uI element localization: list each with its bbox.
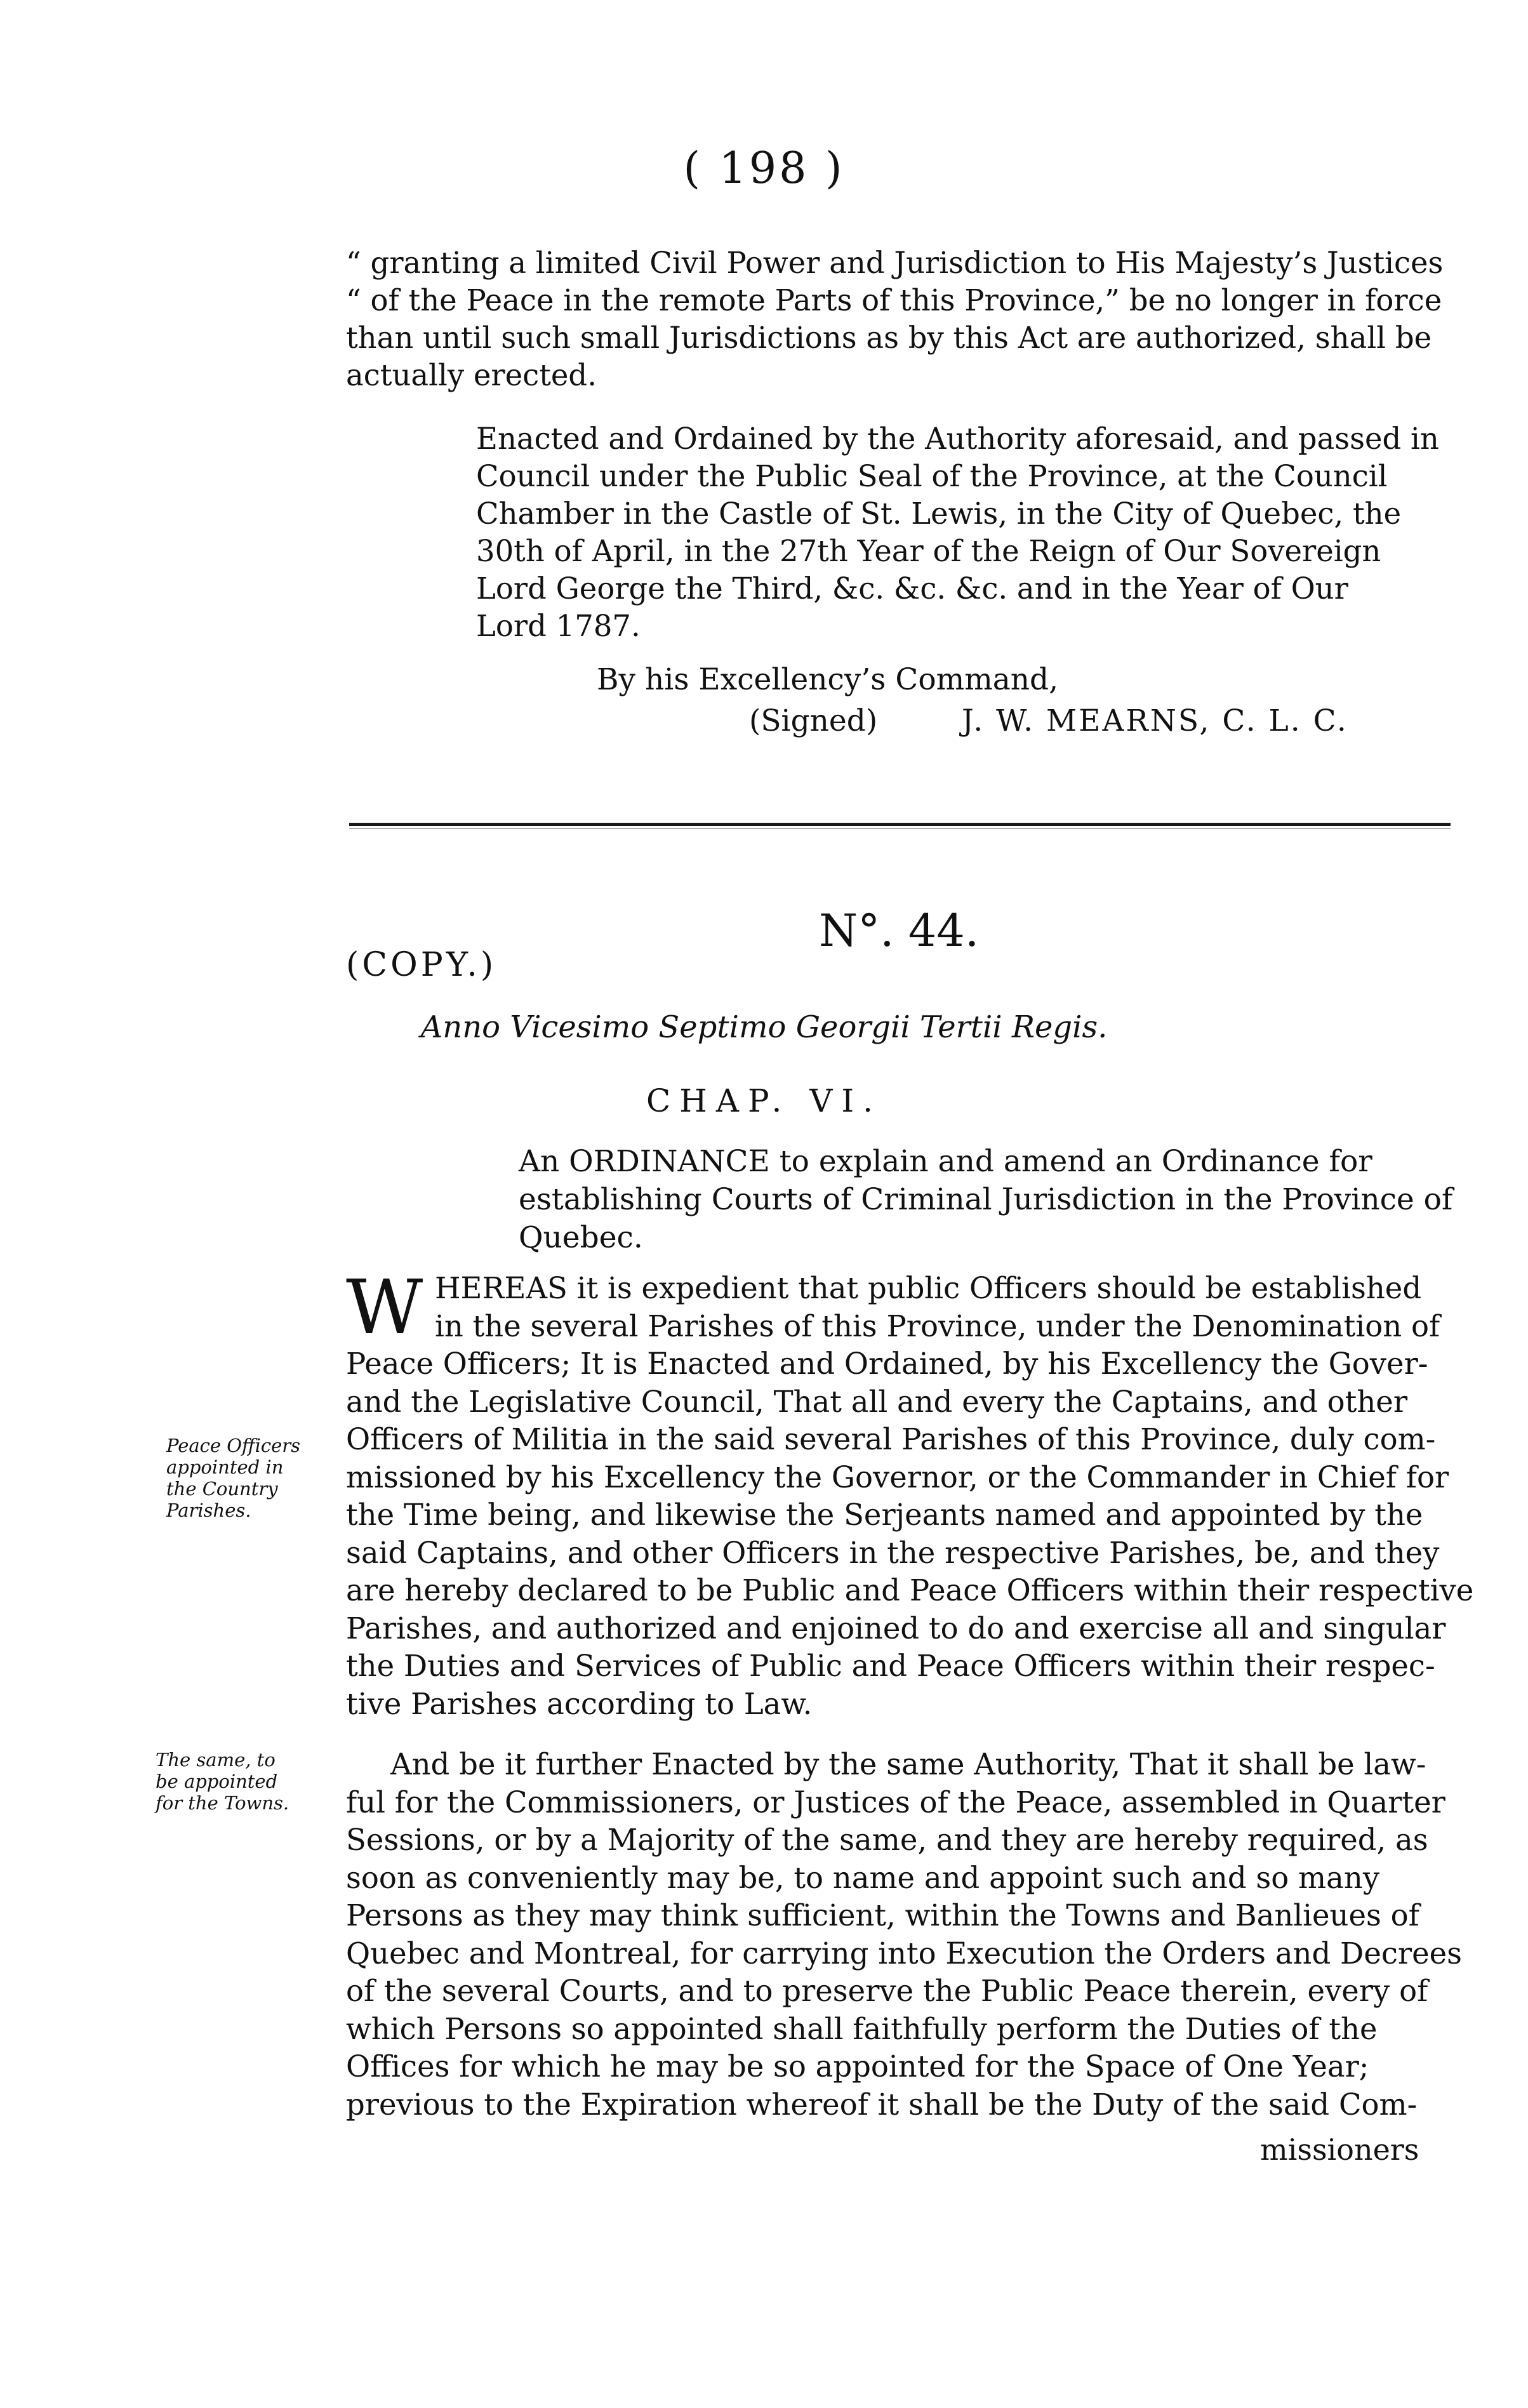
text-line: Chamber in the Castle of St. Lewis, in the City of Quebec, the [476,496,1402,531]
text-line: and the Legislative Council, That all and every the Captains, and other [346,1384,1408,1419]
enacted-block [476,420,1454,645]
text-line: Sessions, or by a Majority of the same, and they are hereby required, as [346,1823,1428,1857]
margin-note-towns [156,1749,321,1814]
text-line: Quebec. [519,1220,643,1255]
signed-label: (Signed) [749,703,878,738]
text-line: of the several Courts, and to preserve the Public Peace therein, every of [346,1974,1428,2008]
text-line: 30th of April, in the 27th Year of the Reign of Our Sovereign [476,534,1381,568]
drop-cap: W [346,1263,423,1351]
text-line: previous to the Expiration whereof it shall be the Duty of the said Com- [346,2087,1418,2122]
text-line: HEREAS it is expedient that public Officers should be established [435,1271,1422,1305]
text-line: Persons as they may think sufficient, within the Towns and Banlieues of [346,1898,1419,1932]
catchword: missioners [1260,2132,1419,2167]
text-line: in the several Parishes of this Province, under the Denomination of [435,1308,1440,1343]
text-line: Lord George the Third, &c. &c. &c. and in the Year of Our [476,571,1348,606]
text-line: actually erected. [346,358,597,392]
signer-name: J. W. MEARNS, C. L. C. [962,703,1348,738]
paragraph-peace-officers [346,1263,1474,1723]
ordinance-title [519,1143,1458,1257]
text-line: Quebec and Montreal, for carrying into Execution the Orders and Decrees [346,1936,1463,1971]
text-line: are hereby declared to be Public and Peace Officers within their respective [346,1573,1474,1607]
margin-line: The same, to [156,1749,276,1771]
text-line: said Captains, and other Officers in the respective Parishes, be, and they [346,1535,1440,1570]
text-line: ful for the Commissioners, or Justices of the Peace, assembled in Quarter [346,1785,1445,1819]
text-line: which Persons so appointed shall faithfully perform the Duties of the [346,2011,1378,2046]
margin-line: Peace Officers [166,1435,301,1456]
margin-line: for the Towns. [156,1792,289,1814]
ordinance-number: N°. 44. [819,905,980,957]
text-line: “ granting a limited Civil Power and Jurisdiction to His Majesty’s Justices [346,246,1444,280]
text-line: Council under the Public Seal of the Province, at the Council [476,459,1388,493]
text-line: soon as conveniently may be, to name and appoint such and so many [346,1860,1380,1895]
text-line: “ of the Peace in the remote Parts of this Province,” be no longer in force [346,283,1442,317]
text-line: the Duties and Services of Public and Peace Officers within their respec- [346,1649,1435,1683]
text-line: Officers of Militia in the said several Parishes of this Province, duly com- [346,1422,1436,1456]
text-line: establishing Courts of Criminal Jurisdiction in the Province of [519,1182,1453,1217]
text-line: the Time being, and likewise the Serjeants named and appointed by the [346,1498,1423,1532]
text-line: missioned by his Excellency the Governor, or the Commander in Chief for [346,1460,1449,1494]
text-line: An ORDINANCE to explain and amend an Ordinance for [519,1144,1372,1179]
text-line: Enacted and Ordained by the Authority aforesaid, and passed in [476,422,1439,456]
text-line: Offices for which he may be so appointed for the Space of One Year; [346,2049,1369,2084]
margin-line: appointed in [166,1456,284,1478]
top-paragraph [346,244,1454,394]
margin-note-peace-officers [166,1435,331,1521]
page-number: ( 198 ) [683,143,845,194]
text-line: And be it further Enacted by the same Authority, That it shall be law- [390,1747,1426,1781]
text-line: tive Parishes according to Law. [346,1686,813,1721]
margin-line: be appointed [156,1771,278,1792]
copy-label: (COPY.) [346,946,497,984]
regnal-year-heading: Anno Vicesimo Septimo Georgii Tertii Regis. [420,1009,1108,1045]
text-line: Peace Officers; It is Enacted and Ordained, by his Excellency the Gover- [346,1347,1428,1381]
margin-line: Parishes. [166,1500,251,1521]
text-line: than until such small Jurisdictions as by this Act are authorized, shall be [346,321,1432,355]
section-divider [349,823,1451,826]
text-line: Lord 1787. [476,609,641,643]
chapter-heading: CHAP. VI. [646,1082,882,1119]
text-line: Parishes, and authorized and enjoined to do and exercise all and singular [346,1611,1446,1646]
paragraph-towns [346,1746,1463,2124]
command-line: By his Excellency’s Command, [597,662,1059,697]
margin-line: the Country [166,1478,278,1500]
